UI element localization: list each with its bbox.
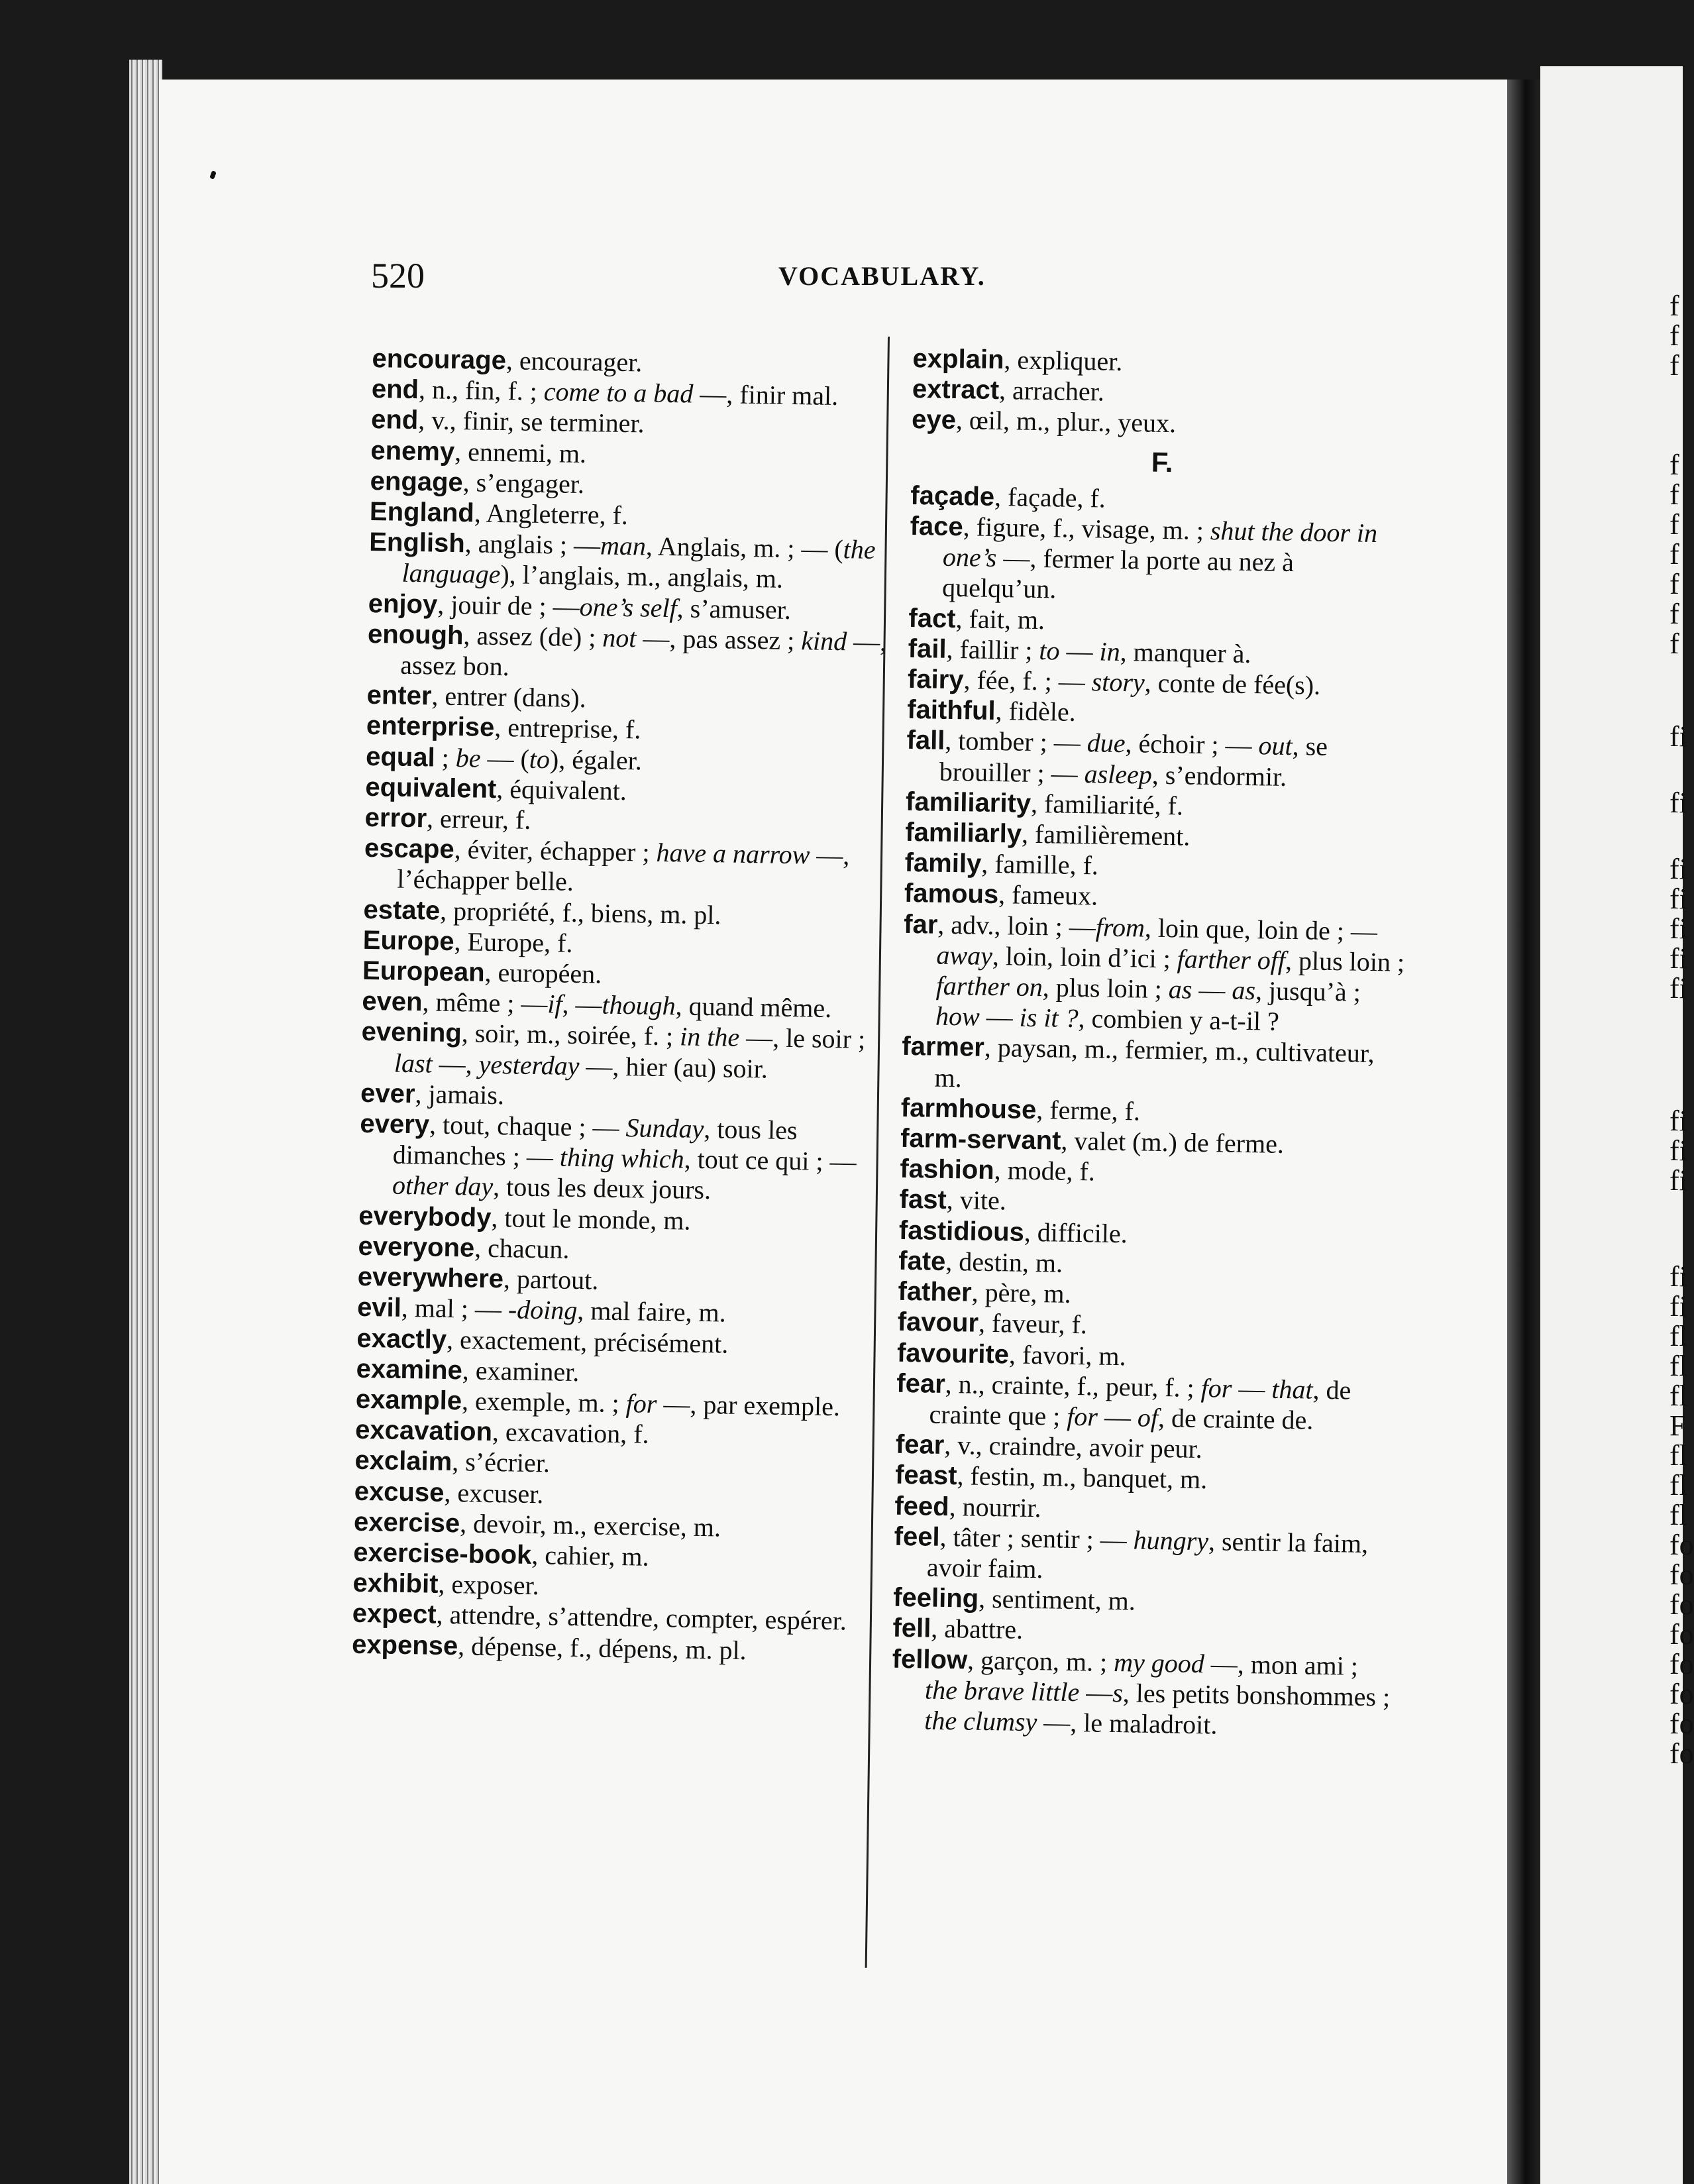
book-gutter [1507,80,1540,2184]
next-page-fragment: fo [1669,1558,1694,1591]
entry-headword: farm-servant [900,1123,1061,1156]
next-page-fragment: fo [1669,1708,1694,1740]
entry-definition: , encourager. [505,345,643,378]
entry-headword: end [371,374,419,405]
entry-headword: far [903,909,938,940]
next-page-fragment: fi [1669,1260,1687,1293]
entry-definition: , examiner. [462,1355,580,1387]
entry-definition: , nourrir. [949,1491,1041,1523]
entry-definition: , ennemi, m. [454,436,587,468]
vocabulary-entry [894,1521,1397,1590]
next-page-fragment: f [1669,478,1679,511]
next-page-fragment: fi [1669,883,1687,915]
left-column [352,343,896,1668]
entry-headword: fall [906,726,945,756]
entry-headword: famous [904,879,999,910]
page-edge [129,60,162,2184]
entry-headword: fell [892,1613,931,1643]
entry-headword: face [910,511,964,542]
entry-definition: , ferme, f. [1036,1094,1141,1126]
entry-headword: familiarly [905,817,1022,849]
entry-definition: , tout le monde, m. [491,1202,691,1236]
entry-headword: enough [367,619,464,651]
entry-definition: , famille, f. [980,848,1099,881]
entry-headword: escape [364,834,455,865]
entry-headword: faithful [906,695,996,726]
entry-headword: family [904,848,982,879]
entry-headword: familiarity [905,787,1032,818]
entry-headword: fastidious [898,1215,1025,1247]
entry-definition: , dépense, f., dépens, m. pl. [457,1630,747,1665]
entry-headword: everybody [358,1201,492,1232]
next-page-fragment: fi [1669,853,1687,885]
entry-definition: , adv., loin ; —from, loin que, loin de ; —away, loin, loin d’ici ; farther off, plus loin ; farther on, plus loin ; as — as, jusqu’à ; how — is it ?, combien y a-t-il ? [935,909,1405,1037]
entry-headword: father [898,1276,972,1307]
next-page-fragment: fi [1669,787,1687,819]
entry-headword: favour [897,1307,979,1338]
entry-definition: , père, m. [971,1277,1071,1309]
entry-headword: examine [356,1354,463,1386]
entry-definition: , difficile. [1024,1217,1128,1248]
next-page-fragment: fi [1669,972,1687,1005]
entry-definition: , sentiment, m. [978,1583,1136,1616]
next-page-fragment: fi [1669,720,1687,753]
vocabulary-entry [891,1643,1395,1743]
vocabulary-entry [368,527,892,596]
entry-headword: enterprise [366,711,495,743]
entry-definition: , exactement, précisément. [446,1324,729,1359]
entry-definition: , mode, f. [994,1155,1096,1187]
entry-headword: European [362,956,485,987]
entry-headword: encourage [372,343,507,376]
entry-definition: , attendre, s’attendre, compter, espérer. [436,1600,847,1636]
next-page-fragment: f [1669,319,1679,352]
entry-definition: , partout. [503,1264,599,1295]
next-page-fragment: fl [1669,1320,1687,1352]
vocabulary-entry [909,511,1412,610]
entry-definition: , fée, f. ; — story, conte de fée(s). [963,665,1321,700]
entry-headword: favourite [896,1338,1010,1369]
entry-headword: feel [894,1521,940,1552]
entry-definition: , tout, chaque ; — Sunday, tous les dimanches ; — thing which, tout ce qui ; — other day, tous les deux jours. [392,1109,857,1205]
entry-headword: feed [894,1491,950,1521]
next-page-fragment: fl [1669,1350,1687,1382]
vocabulary-entry [361,1016,885,1086]
next-page-fragment: fo [1669,1529,1694,1561]
entry-headword: enemy [370,435,455,466]
entry-headword: engage [370,466,464,497]
entry-headword: farmhouse [900,1093,1037,1124]
vocabulary-entry [901,1031,1404,1100]
entry-headword: feeling [892,1582,979,1613]
next-page-fragment: fo [1669,1588,1694,1621]
section-letter: F. [1151,446,1173,478]
entry-headword: enjoy [368,588,438,620]
entry-definition: , façade, f. [994,481,1106,514]
next-page-fragment: fo [1669,1678,1694,1710]
entry-headword: ever [360,1078,415,1109]
next-page-fragment: F [1669,1409,1686,1442]
entry-definition: , assez (de) ; not —, pas assez ; kind —, assez bon. [400,620,887,682]
entry-definition: , cahier, m. [531,1539,649,1572]
next-page-fragment: f [1669,290,1679,322]
entry-definition: , erreur, f. [426,803,531,835]
entry-definition: , exposer. [438,1568,540,1601]
next-page-fragment: fl [1669,1439,1687,1472]
entry-headword: error [364,802,427,834]
next-page-fragment: fl [1669,1499,1687,1531]
entry-definition: , Angleterre, f. [474,498,629,531]
entry-headword: evil [356,1293,402,1323]
entry-definition: , s’écrier. [451,1447,551,1478]
entry-headword: eye [911,405,957,435]
entry-headword: fashion [900,1154,994,1185]
entry-definition: , excuser. [444,1477,544,1509]
entry-definition: , destin, m. [945,1246,1063,1278]
next-page-fragment: f [1669,598,1679,630]
entry-definition: , chacun. [474,1232,570,1264]
next-page-fragment: fi [1669,1290,1687,1323]
entry-definition: , n., fin, f. ; come to a bad —, finir mal. [418,374,839,411]
next-page-fragment: fi [1669,912,1687,945]
entry-definition: , entreprise, f. [494,712,641,745]
entry-headword: fear [895,1429,945,1460]
next-page-fragment: f [1669,449,1679,481]
next-page-fragment: f [1669,628,1679,660]
entry-definition: , s’engager. [462,466,585,499]
next-page-fragment: fi [1669,1105,1687,1137]
entry-headword: Europe [362,925,454,956]
entry-definition: , vite. [946,1185,1007,1216]
entry-headword: feast [894,1460,957,1491]
entry-headword: enter [366,681,432,711]
entry-headword: extract [912,374,1000,406]
entry-definition: , jouir de ; —one’s self, s’amuser. [437,589,792,625]
vocabulary-entry [359,1109,884,1209]
entry-headword: England [369,496,475,528]
right-column [891,343,1415,1743]
entry-definition: , jamais. [415,1079,505,1111]
entry-headword: even [362,987,423,1017]
entry-definition: , paysan, m., fermier, m., cultivateur, m. [934,1032,1375,1093]
vocabulary-entry [896,1368,1399,1437]
entry-headword: excuse [354,1476,445,1507]
page-number: 520 [371,256,425,296]
vocabulary-entry [902,909,1406,1040]
entry-definition: , exemple, m. ; for —, par exemple. [461,1386,841,1422]
entry-definition: , même ; —if, —though, quand même. [422,987,832,1024]
entry-headword: exactly [356,1323,447,1354]
entry-headword: fear [896,1368,946,1399]
next-page-edge [1540,66,1694,2184]
entry-headword: fate [898,1246,946,1276]
entry-definition: , Europe, f. [454,926,573,958]
next-page-fragment: f [1669,568,1679,600]
entry-definition: , fameux. [998,879,1098,911]
page-title: VOCABULARY. [778,261,986,291]
next-page-fragment: f [1669,538,1679,571]
entry-definition: , v., craindre, avoir peur. [943,1430,1203,1464]
entry-definition: , v., finir, se terminer. [417,405,645,439]
entry-definition: , fidèle. [995,696,1077,728]
vocabulary-entry [906,725,1408,794]
entry-definition: , favori, m. [1008,1338,1126,1371]
next-page-fragment: fl [1669,1380,1687,1412]
next-page-fragment: f [1669,349,1679,382]
entry-headword: exercise [353,1507,460,1539]
entry-definition: , équivalent. [496,773,627,806]
entry-headword: fairy [907,664,964,695]
entry-definition: , expliquer. [1004,345,1123,376]
entry-definition: , familiarité, f. [1030,788,1184,821]
next-page-fragment: fl [1669,1469,1687,1502]
entry-definition: , n., crainte, f., peur, f. ; for — that, de crainte que ; for — of, de crainte de. [929,1368,1351,1435]
entry-definition: , abattre. [930,1613,1024,1645]
entry-headword: exclaim [354,1446,452,1477]
entry-headword: façade [910,480,995,512]
entry-headword: equivalent [365,772,497,804]
entry-headword: fellow [892,1644,968,1675]
vocabulary-entry [364,833,888,902]
entry-headword: excavation [354,1415,493,1447]
entry-definition: , arracher. [998,375,1105,407]
entry-definition: , valet (m.) de ferme. [1061,1125,1285,1160]
entry-definition: , excavation, f. [492,1417,649,1449]
entry-headword: example [355,1384,462,1416]
vocabulary-entry [367,619,891,688]
entry-definition: , éviter, échapper ; have a narrow —, l’échapper belle. [396,834,850,897]
entry-headword: explain [912,343,1004,375]
entry-headword: fail [908,633,947,664]
entry-definition: , faillir ; to — in, manquer à. [946,633,1251,669]
entry-definition: , fait, m. [955,603,1045,635]
entry-headword: fast [899,1185,947,1215]
entry-definition: , œil, m., plur., yeux. [955,405,1177,439]
entry-definition: , devoir, m., exercise, m. [459,1508,721,1543]
entry-headword: everyone [358,1231,475,1263]
entry-definition: ; be — (to), égaler. [435,742,643,776]
entry-definition: , familièrement. [1021,818,1191,851]
entry-headword: English [368,527,466,559]
entry-definition: , tâter ; sentir ; — hungry, sentir la faim, avoir faim. [926,1521,1369,1584]
entry-definition: , garçon, m. ; my good —, mon ami ; the brave little —s, les petits bonshommes ; the clumsy —, le maladroit. [924,1645,1391,1740]
entry-definition: , européen. [484,957,602,989]
entry-headword: exhibit [352,1568,439,1599]
entry-headword: every [360,1109,430,1140]
entry-headword: exercise-book [352,1537,532,1570]
entry-definition: , entrer (dans). [431,681,587,714]
entry-definition: , mal ; — -doing, mal faire, m. [401,1293,727,1328]
next-page-fragment: f [1669,508,1679,541]
entry-headword: evening [361,1017,462,1048]
entry-definition: , soir, m., soirée, f. ; in the —, le soir ; last —, yesterday —, hier (au) soir. [394,1018,866,1084]
next-page-fragment: fi [1669,1164,1687,1197]
entry-headword: fact [908,603,956,633]
entry-definition: , propriété, f., biens, m. pl. [439,895,721,930]
entry-definition: , festin, m., banquet, m. [957,1460,1208,1495]
entry-headword: expect [352,1599,437,1630]
next-page-fragment: fi [1669,942,1687,975]
entry-definition: , tomber ; — due, échoir ; — out, se brouiller ; — asleep, s’endormir. [939,726,1328,792]
entry-headword: end [370,405,419,435]
entry-headword: everywhere [357,1262,504,1294]
entry-definition: , figure, f., visage, m. ; shut the door in one’s —, fermer la porte au nez à quelqu’un. [941,512,1378,604]
entry-headword: estate [363,895,441,926]
next-page-fragment: fo [1669,1737,1694,1770]
entry-headword: farmer [901,1032,985,1063]
next-page-fragment: fo [1669,1648,1694,1680]
entry-headword: equal [365,741,436,773]
next-page-fragment: fi [1669,1134,1687,1167]
entry-headword: expense [351,1629,458,1661]
entry-definition: , anglais ; —man, Anglais, m. ; — (the language), l’anglais, m., anglais, m. [401,528,876,594]
entry-definition: , faveur, f. [978,1308,1088,1340]
next-page-fragment: fo [1669,1618,1694,1651]
